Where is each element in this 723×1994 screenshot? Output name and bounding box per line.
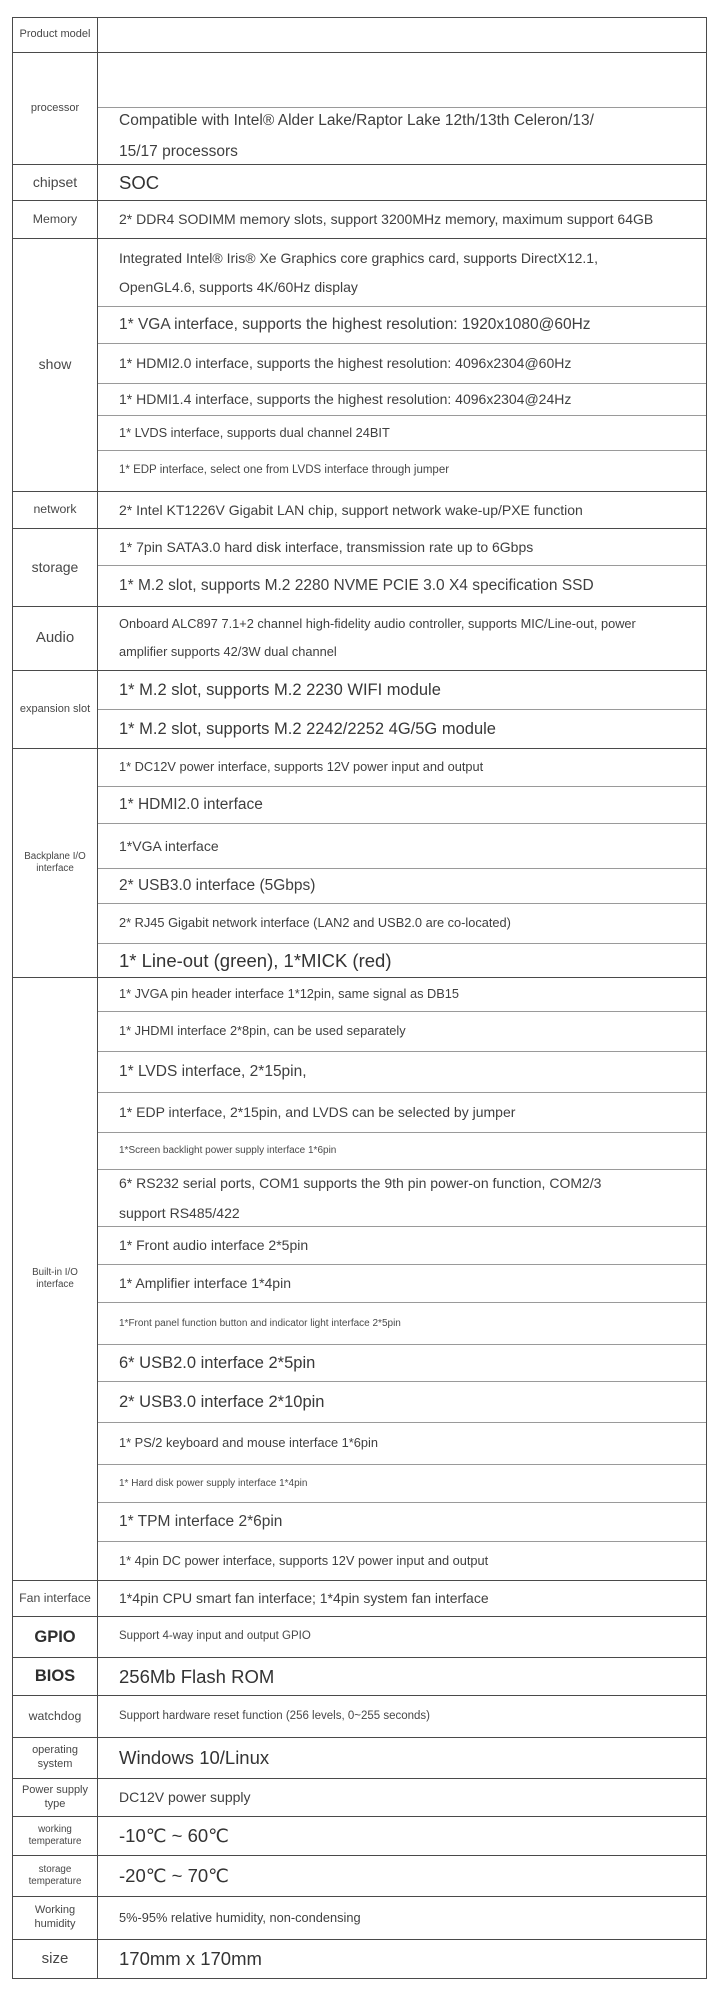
spec-value-cell	[98, 1897, 706, 1939]
spec-value-cell	[98, 201, 706, 238]
spec-text-line: 170mm x 170mm	[119, 1948, 262, 1970]
spec-section	[13, 607, 706, 671]
spec-value-cell	[98, 1303, 706, 1345]
spec-text-line: 256Mb Flash ROM	[119, 1665, 275, 1687]
spec-text-line: support RS485/422	[119, 1204, 240, 1221]
spec-values-column	[98, 1581, 706, 1616]
spec-values-column	[98, 1617, 706, 1657]
spec-text-line: 1* LVDS interface, 2*15pin,	[119, 1063, 307, 1081]
spec-value-cell	[98, 1503, 706, 1542]
spec-category-label: Fan interface	[13, 1581, 98, 1616]
spec-value-cell	[98, 1345, 706, 1382]
spec-values-column	[98, 607, 706, 670]
spec-value-cell	[98, 239, 706, 307]
spec-value-cell	[98, 1856, 706, 1896]
spec-value-cell	[98, 165, 706, 200]
spec-text-line: DC12V power supply	[119, 1789, 251, 1806]
spec-category-label: show	[13, 239, 98, 491]
spec-section	[13, 749, 706, 978]
spec-text-line: Compatible with Intel® Alder Lake/Raptor Lake 12th/13th Celeron/13/	[119, 111, 594, 129]
spec-category-label: network	[13, 492, 98, 528]
spec-value-cell	[98, 1093, 706, 1133]
spec-category-label: Working humidity	[13, 1897, 98, 1939]
spec-category-label: Backplane I/O interface	[13, 749, 98, 977]
spec-text-line: 6* RS232 serial ports, COM1 supports the 9th pin power-on function, COM2/3	[119, 1175, 602, 1192]
spec-value-cell	[98, 824, 706, 869]
spec-value-cell	[98, 1658, 706, 1695]
spec-category-label: Audio	[13, 607, 98, 670]
spec-section	[13, 239, 706, 492]
spec-value-cell	[98, 1265, 706, 1303]
spec-value-cell	[98, 787, 706, 824]
spec-text-line: -20℃ ~ 70℃	[119, 1865, 229, 1887]
spec-value-cell	[98, 1779, 706, 1816]
spec-text-line: 1* TPM interface 2*6pin	[119, 1513, 283, 1531]
spec-section	[13, 1617, 706, 1658]
spec-value-cell	[98, 1170, 706, 1227]
spec-text-line: Support hardware reset function (256 levels, 0~255 seconds)	[119, 1709, 431, 1722]
spec-values-column	[98, 18, 706, 52]
spec-value-cell	[98, 492, 706, 528]
spec-section	[13, 1658, 706, 1696]
spec-category-label: processor	[13, 53, 98, 164]
spec-value-cell	[98, 416, 706, 451]
spec-values-column	[98, 1696, 706, 1737]
spec-text-line: 1*Screen backlight power supply interface 1*6pin	[119, 1145, 337, 1157]
spec-category-label: Power supply type	[13, 1779, 98, 1816]
spec-text-line: 1* HDMI1.4 interface, supports the highest resolution: 4096x2304@24Hz	[119, 391, 572, 408]
spec-value-cell	[98, 307, 706, 344]
spec-value-cell	[98, 344, 706, 384]
spec-section	[13, 1696, 706, 1738]
spec-values-column	[98, 671, 706, 748]
spec-text-line: 1* JHDMI interface 2*8pin, can be used separately	[119, 1023, 406, 1039]
spec-text-line: 1* JVGA pin header interface 1*12pin, same signal as DB15	[119, 986, 460, 1002]
spec-text-line: 1*VGA interface	[119, 837, 219, 854]
spec-text-line: 1* Line-out (green), 1*MICK (red)	[119, 949, 392, 971]
spec-value-cell	[98, 1012, 706, 1052]
spec-text-line: 1* Front audio interface 2*5pin	[119, 1237, 309, 1254]
spec-category-label: watchdog	[13, 1696, 98, 1737]
spec-value-cell	[98, 384, 706, 416]
spec-value-cell	[98, 451, 706, 491]
spec-text-line: 1* LVDS interface, supports dual channel 24BIT	[119, 424, 390, 440]
spec-value-cell	[98, 1382, 706, 1423]
spec-section	[13, 18, 706, 53]
spec-value-cell	[98, 566, 706, 606]
spec-value-cell	[98, 1227, 706, 1265]
spec-section	[13, 1897, 706, 1940]
spec-value-cell	[98, 944, 706, 977]
spec-text-line: 1* HDMI2.0 interface, supports the highest resolution: 4096x2304@60Hz	[119, 355, 572, 372]
spec-values-column	[98, 1738, 706, 1778]
spec-values-column	[98, 1779, 706, 1816]
spec-text-line: 1*Front panel function button and indicator light interface 2*5pin	[119, 1317, 401, 1329]
spec-values-column	[98, 1658, 706, 1695]
spec-text-line: 6* USB2.0 interface 2*5pin	[119, 1353, 316, 1372]
spec-section	[13, 201, 706, 239]
spec-text-line: 1* EDP interface, 2*15pin, and LVDS can be selected by jumper	[119, 1104, 516, 1121]
spec-text-line: amplifier supports 42/3W dual channel	[119, 644, 337, 659]
spec-value-cell	[98, 1738, 706, 1778]
spec-text-line: 2* DDR4 SODIMM memory slots, support 3200MHz memory, maximum support 64GB	[119, 211, 654, 228]
spec-value-cell	[98, 1581, 706, 1616]
spec-values-column	[98, 749, 706, 977]
spec-text-line: 1* VGA interface, supports the highest resolution: 1920x1080@60Hz	[119, 316, 591, 334]
spec-value-cell	[98, 529, 706, 566]
spec-value-cell	[98, 1940, 706, 1978]
spec-value-cell	[98, 904, 706, 944]
spec-text-line: Onboard ALC897 7.1+2 channel high-fidelity audio controller, supports MIC/Line-out, power	[119, 616, 636, 632]
spec-values-column	[98, 1856, 706, 1896]
spec-table	[12, 17, 707, 1979]
spec-text-line: Windows 10/Linux	[119, 1747, 270, 1769]
spec-section	[13, 1738, 706, 1779]
spec-text-line: 1* M.2 slot, supports M.2 2242/2252 4G/5G module	[119, 719, 496, 738]
spec-text-line: 1* Hard disk power supply interface 1*4pin	[119, 1477, 308, 1489]
spec-text-line: 5%-95% relative humidity, non-condensing	[119, 1909, 361, 1925]
spec-values-column	[98, 529, 706, 606]
spec-section	[13, 165, 706, 201]
spec-category-label: chipset	[13, 165, 98, 200]
spec-category-label: Memory	[13, 201, 98, 238]
spec-category-label: BIOS	[13, 1658, 98, 1695]
spec-section	[13, 1779, 706, 1817]
spec-category-label: storage temperature	[13, 1856, 98, 1896]
spec-values-column	[98, 978, 706, 1580]
spec-category-label: storage	[13, 529, 98, 606]
spec-section	[13, 529, 706, 607]
spec-values-column	[98, 201, 706, 238]
spec-text-line: 1* Amplifier interface 1*4pin	[119, 1275, 291, 1292]
spec-value-cell	[98, 1133, 706, 1170]
spec-text-line: 1* M.2 slot, supports M.2 2230 WIFI module	[119, 680, 441, 699]
spec-value-cell	[98, 18, 706, 52]
spec-values-column	[98, 492, 706, 528]
spec-section	[13, 1817, 706, 1856]
spec-text-line: 1* M.2 slot, supports M.2 2280 NVME PCIE 3.0 X4 specification SSD	[119, 577, 594, 595]
spec-value-cell	[98, 710, 706, 748]
spec-category-label: Product model	[13, 18, 98, 52]
spec-text-line: -10℃ ~ 60℃	[119, 1825, 229, 1847]
spec-category-label: GPIO	[13, 1617, 98, 1657]
spec-category-label: size	[13, 1940, 98, 1978]
spec-section	[13, 978, 706, 1581]
spec-values-column	[98, 239, 706, 491]
spec-text-line: 1* 7pin SATA3.0 hard disk interface, transmission rate up to 6Gbps	[119, 538, 534, 555]
spec-value-cell	[98, 1052, 706, 1093]
spec-value-cell	[98, 869, 706, 904]
spec-text-line: 2* RJ45 Gigabit network interface (LAN2 and USB2.0 are co-located)	[119, 915, 511, 931]
spec-value-cell	[98, 1423, 706, 1465]
spec-values-column	[98, 1897, 706, 1939]
spec-text-line: 1* 4pin DC power interface, supports 12V power input and output	[119, 1552, 489, 1568]
spec-category-label: working temperature	[13, 1817, 98, 1855]
spec-values-column	[98, 53, 706, 164]
spec-text-line: 1* PS/2 keyboard and mouse interface 1*6pin	[119, 1435, 378, 1451]
spec-text-line: 1* HDMI2.0 interface	[119, 796, 263, 814]
spec-text-line: 2* Intel KT1226V Gigabit LAN chip, support network wake-up/PXE function	[119, 501, 583, 518]
spec-section	[13, 671, 706, 749]
spec-value-cell	[98, 108, 706, 164]
spec-value-cell	[98, 1817, 706, 1855]
spec-value-cell	[98, 1542, 706, 1580]
spec-text-line: 2* USB3.0 interface (5Gbps)	[119, 877, 316, 895]
spec-section	[13, 1856, 706, 1897]
spec-section	[13, 492, 706, 529]
spec-text-line: Support 4-way input and output GPIO	[119, 1630, 311, 1643]
spec-values-column	[98, 165, 706, 200]
spec-value-cell	[98, 978, 706, 1012]
spec-value-cell	[98, 749, 706, 787]
spec-value-cell	[98, 1617, 706, 1657]
spec-value-cell	[98, 1465, 706, 1503]
spec-text-line: 1* DC12V power interface, supports 12V power input and output	[119, 759, 484, 775]
spec-value-cell	[98, 607, 706, 670]
spec-value-cell	[98, 671, 706, 710]
spec-values-column	[98, 1817, 706, 1855]
spec-section	[13, 1940, 706, 1978]
spec-value-cell	[98, 53, 706, 108]
spec-text-line: 15/17 processors	[119, 142, 238, 160]
spec-text-line: 2* USB3.0 interface 2*10pin	[119, 1392, 325, 1411]
spec-text-line: OpenGL4.6, supports 4K/60Hz display	[119, 279, 358, 295]
spec-text-line: 1*4pin CPU smart fan interface; 1*4pin system fan interface	[119, 1590, 489, 1607]
spec-category-label: expansion slot	[13, 671, 98, 748]
spec-text-line: SOC	[119, 171, 160, 193]
spec-text-line: 1* EDP interface, select one from LVDS interface through jumper	[119, 464, 450, 477]
spec-section	[13, 1581, 706, 1617]
spec-category-label: operating system	[13, 1738, 98, 1778]
spec-section	[13, 53, 706, 165]
spec-values-column	[98, 1940, 706, 1978]
spec-category-label: Built-in I/O interface	[13, 978, 98, 1580]
spec-value-cell	[98, 1696, 706, 1737]
spec-text-line: Integrated Intel® Iris® Xe Graphics core graphics card, supports DirectX12.1,	[119, 249, 598, 266]
